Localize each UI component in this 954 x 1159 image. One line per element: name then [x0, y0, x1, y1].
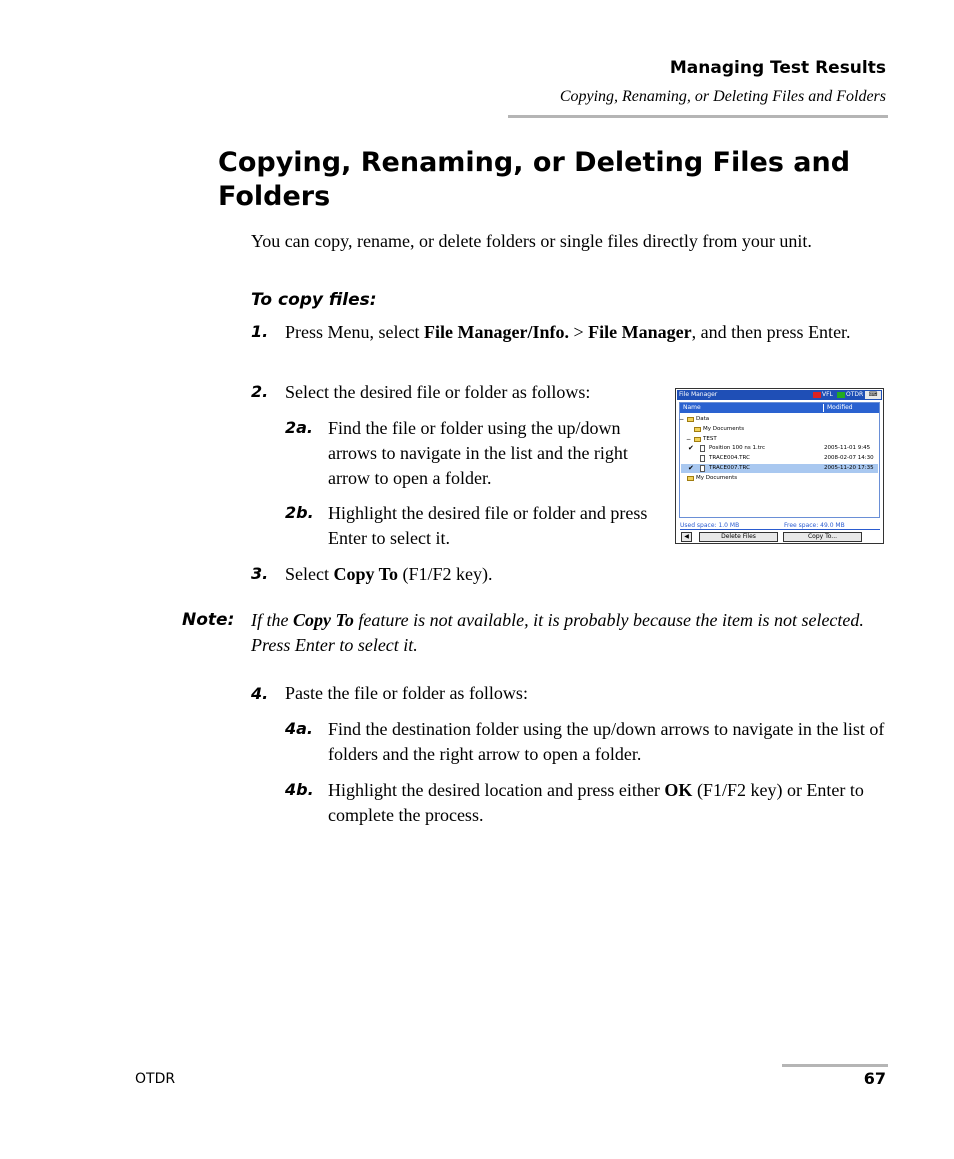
running-header-section: Managing Test Results — [669, 58, 886, 78]
back-arrow-icon: ◀ — [681, 532, 692, 542]
step-number: 2. — [251, 382, 269, 401]
bold-term: OK — [664, 780, 693, 800]
checkmark-icon: ✔ — [688, 464, 694, 472]
fm-col-separator — [823, 404, 824, 412]
fm-vfl-label: VFL — [822, 391, 833, 398]
step-text-part: , and then press Enter. — [691, 322, 851, 342]
folder-icon — [687, 417, 694, 422]
fm-row-name: My Documents — [696, 474, 738, 481]
step-text — [285, 562, 685, 587]
note-text-part: If the — [251, 610, 293, 630]
collapse-icon: − — [686, 435, 692, 443]
step-text: Paste the file or folder as follows: — [285, 683, 528, 703]
folder-icon — [694, 427, 701, 432]
fm-window-title: File Manager — [679, 391, 718, 398]
bold-term: File Manager/Info. — [423, 322, 569, 342]
file-icon — [700, 455, 705, 462]
footer-rule — [782, 1064, 888, 1067]
page-number: 67 — [863, 1069, 886, 1088]
step-text-part: Highlight the desired location and press either — [328, 780, 665, 800]
file-manager-screenshot — [675, 388, 884, 544]
fm-row-name: TEST — [703, 435, 717, 442]
fm-row — [681, 454, 878, 463]
substep-text: Find the destination folder using the up/down arrows to navigate in the list of folders and the right arrow to open a folder. — [328, 719, 885, 764]
note-label: Note: — [182, 610, 235, 630]
fm-row-name: Position 100 ns 1.trc — [709, 445, 766, 452]
folder-icon — [694, 437, 701, 442]
bold-term: File Manager — [588, 322, 692, 342]
running-header-subsection: Copying, Renaming, or Deleting Files and Folders — [559, 88, 886, 105]
intro-paragraph: You can copy, rename, or delete folders or single files directly from your unit. — [251, 231, 812, 251]
substep-number: 2a. — [285, 418, 314, 437]
step-text-part: Press Menu, select — [285, 322, 424, 342]
fm-col-name: Name — [683, 404, 701, 411]
fm-row-name: TRACE007.TRC — [709, 465, 750, 471]
bold-term: Copy To — [333, 564, 399, 584]
file-icon — [700, 445, 705, 452]
substep-number: 4a. — [285, 719, 314, 738]
footer-product: OTDR — [135, 1071, 176, 1087]
fm-row-modified: 2005-11-20 17:35 — [824, 465, 874, 471]
folder-icon — [687, 476, 694, 481]
file-icon — [700, 465, 705, 472]
fm-free-space: Free space: 49.0 MB — [784, 522, 845, 529]
fm-row — [681, 474, 878, 483]
fm-row — [681, 435, 878, 444]
substep-text: Highlight the desired file or folder and press Enter to select it. — [328, 503, 648, 548]
fm-title-bar — [677, 390, 882, 400]
fm-used-space: Used space: 1.0 MB — [680, 522, 740, 529]
fm-row-modified: 2005-11-01 9:45 — [824, 445, 871, 452]
procedure-title: To copy files: — [251, 290, 377, 310]
substep-text: Find the file or folder using the up/down arrows to navigate in the list and the right arrow to open a folder. — [328, 418, 628, 488]
fm-otdr-label: OTDR — [846, 391, 864, 398]
note-text — [251, 608, 891, 658]
fm-row-modified: 2008-02-07 14:30 — [824, 455, 874, 462]
collapse-icon: − — [679, 416, 685, 423]
fm-delete-files-button: Delete Files — [699, 532, 778, 542]
fm-row — [681, 444, 878, 453]
substep-text — [328, 778, 888, 828]
substep-number: 4b. — [285, 780, 314, 799]
fm-row — [681, 415, 878, 424]
header-rule — [508, 115, 888, 118]
vfl-indicator-icon — [813, 392, 821, 398]
step-text — [285, 320, 890, 345]
fm-status-rule — [680, 529, 880, 530]
keyboard-icon: ⌨ — [865, 391, 881, 399]
fm-row-name: Data — [696, 416, 710, 422]
page-title: Copying, Renaming, or Deleting Files and Folders — [218, 147, 851, 212]
fm-row-name: TRACE004.TRC — [709, 455, 750, 462]
step-text: Select the desired file or folder as follows: — [285, 382, 591, 402]
step-number: 3. — [251, 564, 269, 583]
bold-term: Copy To — [293, 610, 354, 630]
fm-row — [681, 464, 878, 473]
fm-button-bar — [677, 531, 882, 543]
checkmark-icon: ✔ — [688, 444, 694, 453]
fm-row — [681, 425, 878, 434]
step-text-part: (F1/F2 key) or Enter to complete the process. — [328, 780, 864, 825]
fm-column-header — [680, 403, 879, 413]
step-text-part: Select — [285, 564, 334, 584]
fm-copy-to-button: Copy To... — [783, 532, 862, 542]
fm-file-list — [679, 402, 880, 518]
fm-row-name: My Documents — [703, 425, 745, 432]
substep-number: 2b. — [285, 503, 314, 522]
step-text-part: (F1/F2 key). — [398, 564, 493, 584]
step-number: 4. — [251, 684, 269, 703]
otdr-indicator-icon — [837, 392, 845, 398]
step-text-part: > — [568, 322, 589, 342]
fm-col-modified: Modified — [827, 404, 853, 411]
note-text-part: feature is not available, it is probably because the item is not selected. Press Enter to select it. — [251, 610, 864, 655]
step-number: 1. — [251, 322, 269, 341]
